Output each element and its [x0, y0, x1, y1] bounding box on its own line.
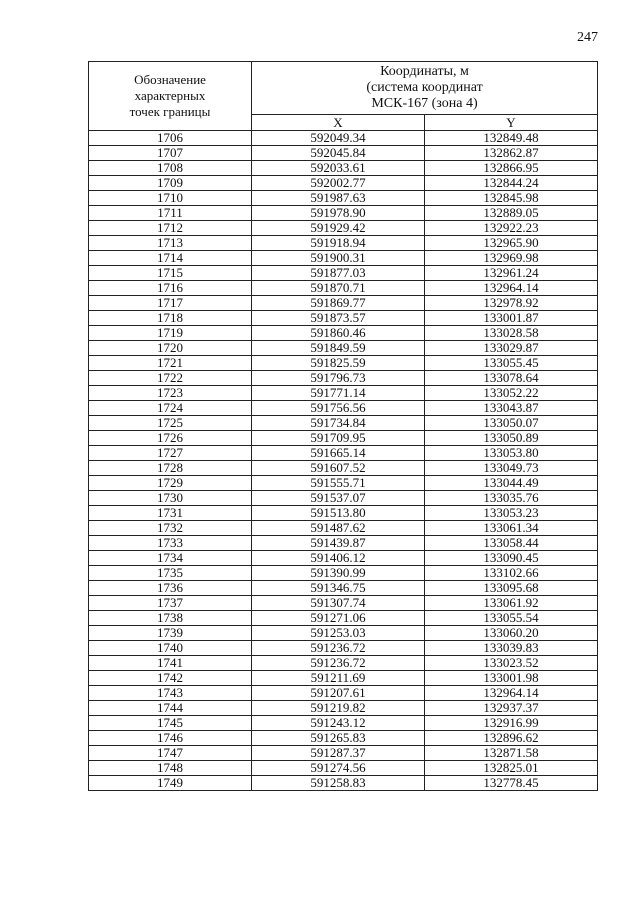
- point-id-cell: 1706: [89, 131, 252, 146]
- table-row: [89, 206, 598, 221]
- table-row: [89, 326, 598, 341]
- y-coordinate-cell: 132889.05: [425, 206, 598, 221]
- y-coordinate-cell: 133078.64: [425, 371, 598, 386]
- table-row: [89, 431, 598, 446]
- x-coordinate-cell: 591665.14: [252, 446, 425, 461]
- x-coordinate-cell: 591513.80: [252, 506, 425, 521]
- y-coordinate-cell: 132896.62: [425, 731, 598, 746]
- y-coordinate-cell: 133060.20: [425, 626, 598, 641]
- x-coordinate-cell: 591265.83: [252, 731, 425, 746]
- table-row: [89, 296, 598, 311]
- table-row: [89, 536, 598, 551]
- point-id-cell: 1731: [89, 506, 252, 521]
- y-coordinate-cell: 133050.89: [425, 431, 598, 446]
- point-id-cell: 1716: [89, 281, 252, 296]
- y-coordinate-cell: 132978.92: [425, 296, 598, 311]
- point-id-cell: 1730: [89, 491, 252, 506]
- x-coordinate-cell: 591860.46: [252, 326, 425, 341]
- y-coordinate-cell: 133055.45: [425, 356, 598, 371]
- table-row: [89, 521, 598, 536]
- point-id-cell: 1712: [89, 221, 252, 236]
- x-coordinate-cell: 591346.75: [252, 581, 425, 596]
- x-coordinate-cell: 591406.12: [252, 551, 425, 566]
- coordinates-table: [88, 61, 598, 791]
- table-row: [89, 251, 598, 266]
- y-coordinate-cell: 132849.48: [425, 131, 598, 146]
- point-id-cell: 1745: [89, 716, 252, 731]
- table-header: [89, 62, 598, 131]
- table-row: [89, 716, 598, 731]
- point-id-cell: 1724: [89, 401, 252, 416]
- table-row: [89, 311, 598, 326]
- x-coordinate-cell: 591734.84: [252, 416, 425, 431]
- point-id-cell: 1734: [89, 551, 252, 566]
- x-coordinate-cell: 591390.99: [252, 566, 425, 581]
- y-coordinate-cell: 132937.37: [425, 701, 598, 716]
- point-id-cell: 1707: [89, 146, 252, 161]
- x-coordinate-cell: 591207.61: [252, 686, 425, 701]
- y-coordinate-cell: 132965.90: [425, 236, 598, 251]
- table-row: [89, 761, 598, 776]
- point-id-cell: 1722: [89, 371, 252, 386]
- point-id-cell: 1746: [89, 731, 252, 746]
- point-id-cell: 1735: [89, 566, 252, 581]
- table-row: [89, 401, 598, 416]
- table-row: [89, 776, 598, 791]
- x-coordinate-cell: 591987.63: [252, 191, 425, 206]
- y-coordinate-cell: 133053.80: [425, 446, 598, 461]
- table-row: [89, 656, 598, 671]
- y-coordinate-cell: 133039.83: [425, 641, 598, 656]
- page-number: 247: [577, 30, 598, 45]
- point-id-cell: 1740: [89, 641, 252, 656]
- coords-header-line: (система координат: [366, 80, 483, 95]
- x-coordinate-cell: 591243.12: [252, 716, 425, 731]
- table-row: [89, 281, 598, 296]
- table-row: [89, 371, 598, 386]
- point-header-line: точек границы: [129, 104, 211, 119]
- point-id-cell: 1739: [89, 626, 252, 641]
- x-coordinate-cell: 591918.94: [252, 236, 425, 251]
- table-row: [89, 131, 598, 146]
- table-row: [89, 581, 598, 596]
- y-coordinate-cell: 133055.54: [425, 611, 598, 626]
- table-row: [89, 611, 598, 626]
- y-coordinate-cell: 133028.58: [425, 326, 598, 341]
- x-coordinate-cell: 591869.77: [252, 296, 425, 311]
- x-coordinate-cell: 591607.52: [252, 461, 425, 476]
- table-body: [89, 131, 598, 791]
- y-coordinate-cell: 132961.24: [425, 266, 598, 281]
- table-row: [89, 356, 598, 371]
- y-coordinate-cell: 133061.34: [425, 521, 598, 536]
- point-id-cell: 1725: [89, 416, 252, 431]
- y-coordinate-cell: 133023.52: [425, 656, 598, 671]
- point-id-cell: 1738: [89, 611, 252, 626]
- table-row: [89, 626, 598, 641]
- point-id-cell: 1748: [89, 761, 252, 776]
- x-coordinate-cell: 591439.87: [252, 536, 425, 551]
- table-row: [89, 146, 598, 161]
- header-row: [89, 62, 598, 115]
- table-row: [89, 266, 598, 281]
- x-coordinate-cell: 591978.90: [252, 206, 425, 221]
- y-coordinate-cell: 132866.95: [425, 161, 598, 176]
- table-row: [89, 746, 598, 761]
- table-row: [89, 506, 598, 521]
- point-id-cell: 1727: [89, 446, 252, 461]
- point-id-cell: 1714: [89, 251, 252, 266]
- point-header-line: Обозначение: [134, 72, 206, 87]
- y-coordinate-cell: 133058.44: [425, 536, 598, 551]
- table-row: [89, 596, 598, 611]
- table-row: [89, 161, 598, 176]
- y-coordinate-cell: 133052.22: [425, 386, 598, 401]
- point-id-cell: 1737: [89, 596, 252, 611]
- table-row: [89, 686, 598, 701]
- x-coordinate-cell: 592045.84: [252, 146, 425, 161]
- point-id-cell: 1709: [89, 176, 252, 191]
- table-row: [89, 476, 598, 491]
- point-id-cell: 1728: [89, 461, 252, 476]
- x-coordinate-cell: 591271.06: [252, 611, 425, 626]
- table-row: [89, 386, 598, 401]
- table-row: [89, 416, 598, 431]
- table-row: [89, 446, 598, 461]
- table-row: [89, 701, 598, 716]
- y-coordinate-cell: 133061.92: [425, 596, 598, 611]
- point-id-cell: 1717: [89, 296, 252, 311]
- y-coordinate-cell: 133049.73: [425, 461, 598, 476]
- point-id-cell: 1729: [89, 476, 252, 491]
- table-row: [89, 191, 598, 206]
- coords-header-line: МСК-167 (зона 4): [371, 96, 478, 111]
- table-row: [89, 551, 598, 566]
- x-coordinate-cell: 591825.59: [252, 356, 425, 371]
- point-id-cell: 1710: [89, 191, 252, 206]
- x-coordinate-cell: 591870.71: [252, 281, 425, 296]
- x-coordinate-cell: 591796.73: [252, 371, 425, 386]
- point-id-cell: 1743: [89, 686, 252, 701]
- x-coordinate-cell: 591756.56: [252, 401, 425, 416]
- table-row: [89, 566, 598, 581]
- point-id-cell: 1723: [89, 386, 252, 401]
- y-coordinate-cell: 132964.14: [425, 686, 598, 701]
- x-coordinate-cell: 591258.83: [252, 776, 425, 791]
- x-coordinate-cell: 591487.62: [252, 521, 425, 536]
- point-id-cell: 1708: [89, 161, 252, 176]
- y-coordinate-cell: 133053.23: [425, 506, 598, 521]
- x-column-header: X: [252, 115, 425, 131]
- x-coordinate-cell: 591307.74: [252, 596, 425, 611]
- y-coordinate-cell: 133102.66: [425, 566, 598, 581]
- table-row: [89, 731, 598, 746]
- point-id-cell: 1733: [89, 536, 252, 551]
- point-id-cell: 1718: [89, 311, 252, 326]
- x-coordinate-cell: 591873.57: [252, 311, 425, 326]
- x-coordinate-cell: 591929.42: [252, 221, 425, 236]
- y-coordinate-cell: 133050.07: [425, 416, 598, 431]
- y-coordinate-cell: 133095.68: [425, 581, 598, 596]
- y-coordinate-cell: 132825.01: [425, 761, 598, 776]
- y-coordinate-cell: 132964.14: [425, 281, 598, 296]
- table-row: [89, 671, 598, 686]
- point-designation-header: [89, 62, 252, 131]
- point-id-cell: 1736: [89, 581, 252, 596]
- x-coordinate-cell: 591253.03: [252, 626, 425, 641]
- x-coordinate-cell: 591849.59: [252, 341, 425, 356]
- table-row: [89, 221, 598, 236]
- x-coordinate-cell: 591877.03: [252, 266, 425, 281]
- y-coordinate-cell: 133001.87: [425, 311, 598, 326]
- y-coordinate-cell: 132845.98: [425, 191, 598, 206]
- y-coordinate-cell: 132844.24: [425, 176, 598, 191]
- point-id-cell: 1749: [89, 776, 252, 791]
- x-coordinate-cell: 592002.77: [252, 176, 425, 191]
- point-id-cell: 1747: [89, 746, 252, 761]
- point-id-cell: 1720: [89, 341, 252, 356]
- x-coordinate-cell: 591274.56: [252, 761, 425, 776]
- table-row: [89, 641, 598, 656]
- table-row: [89, 461, 598, 476]
- x-coordinate-cell: 591236.72: [252, 656, 425, 671]
- point-id-cell: 1732: [89, 521, 252, 536]
- point-id-cell: 1721: [89, 356, 252, 371]
- y-coordinate-cell: 132862.87: [425, 146, 598, 161]
- y-coordinate-cell: 132778.45: [425, 776, 598, 791]
- y-coordinate-cell: 132922.23: [425, 221, 598, 236]
- point-id-cell: 1742: [89, 671, 252, 686]
- x-coordinate-cell: 591211.69: [252, 671, 425, 686]
- table-row: [89, 176, 598, 191]
- point-id-cell: 1744: [89, 701, 252, 716]
- x-coordinate-cell: 591219.82: [252, 701, 425, 716]
- table-row: [89, 491, 598, 506]
- y-coordinate-cell: 133035.76: [425, 491, 598, 506]
- x-coordinate-cell: 591537.07: [252, 491, 425, 506]
- y-coordinate-cell: 133001.98: [425, 671, 598, 686]
- x-coordinate-cell: 592033.61: [252, 161, 425, 176]
- table-row: [89, 236, 598, 251]
- x-coordinate-cell: 591771.14: [252, 386, 425, 401]
- x-coordinate-cell: 591236.72: [252, 641, 425, 656]
- coords-header-line: Координаты, м: [380, 64, 469, 79]
- y-column-header: Y: [425, 115, 598, 131]
- y-coordinate-cell: 132916.99: [425, 716, 598, 731]
- x-coordinate-cell: 592049.34: [252, 131, 425, 146]
- y-coordinate-cell: 133029.87: [425, 341, 598, 356]
- y-coordinate-cell: 132871.58: [425, 746, 598, 761]
- table-row: [89, 341, 598, 356]
- point-id-cell: 1713: [89, 236, 252, 251]
- y-coordinate-cell: 133090.45: [425, 551, 598, 566]
- point-id-cell: 1711: [89, 206, 252, 221]
- coordinates-header: [252, 62, 598, 115]
- x-coordinate-cell: 591287.37: [252, 746, 425, 761]
- y-coordinate-cell: 132969.98: [425, 251, 598, 266]
- x-coordinate-cell: 591555.71: [252, 476, 425, 491]
- x-coordinate-cell: 591900.31: [252, 251, 425, 266]
- point-id-cell: 1719: [89, 326, 252, 341]
- point-id-cell: 1741: [89, 656, 252, 671]
- y-coordinate-cell: 133043.87: [425, 401, 598, 416]
- point-id-cell: 1715: [89, 266, 252, 281]
- point-header-line: характерных: [134, 88, 206, 103]
- point-id-cell: 1726: [89, 431, 252, 446]
- x-coordinate-cell: 591709.95: [252, 431, 425, 446]
- y-coordinate-cell: 133044.49: [425, 476, 598, 491]
